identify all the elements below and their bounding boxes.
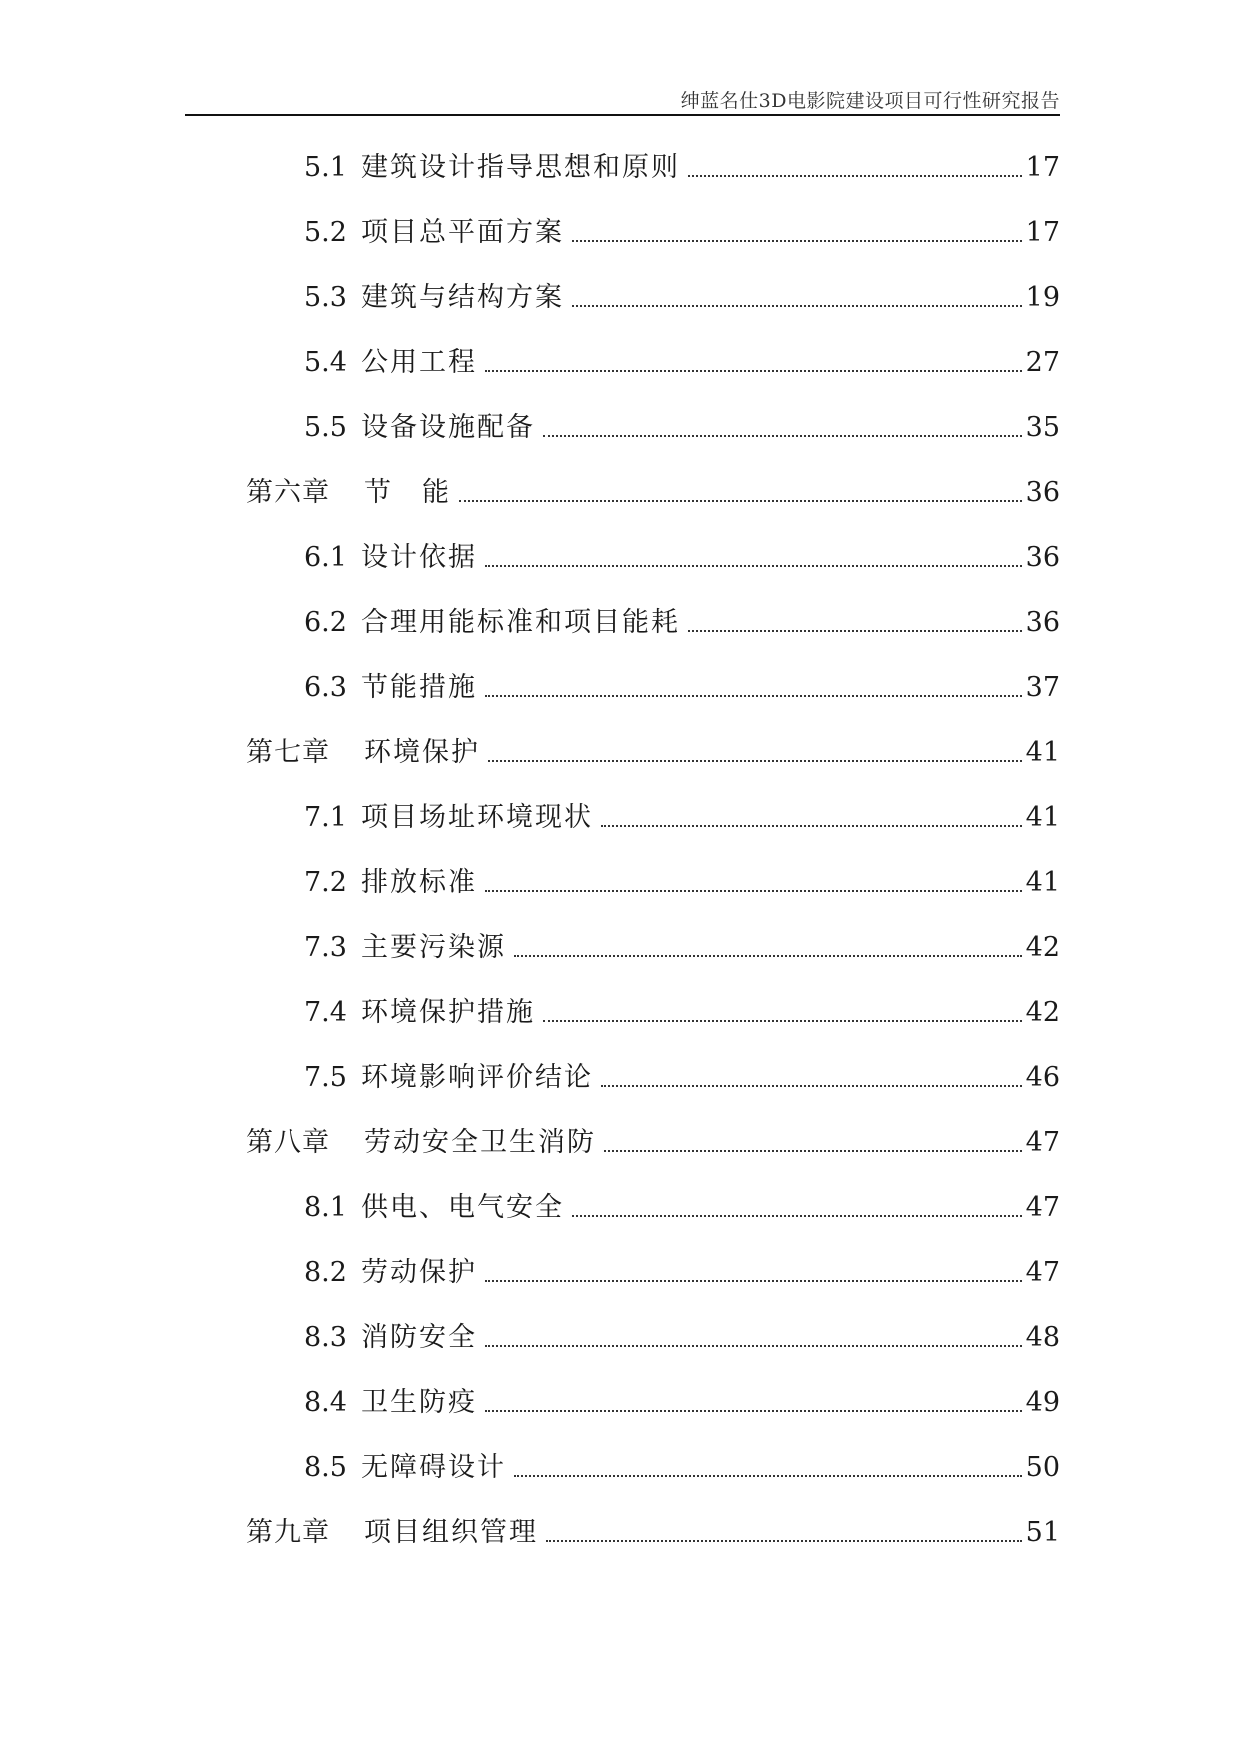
dot-leader [543, 435, 1022, 437]
dot-leader [485, 370, 1022, 372]
toc-entry-page: 17 [1025, 217, 1060, 248]
toc-entry-number: 5.4 [304, 347, 347, 378]
toc-chapter-title: 环境保护 [364, 737, 480, 768]
toc-entry-number: 7.2 [304, 867, 347, 898]
dot-leader [601, 825, 1022, 827]
dot-leader [688, 630, 1022, 632]
toc-entry-page: 27 [1025, 347, 1060, 378]
toc-entry-number: 8.3 [304, 1322, 347, 1353]
dot-leader [546, 1540, 1022, 1542]
toc-entry-page: 19 [1025, 282, 1060, 313]
toc-entry-page: 41 [1025, 802, 1060, 833]
dot-leader [572, 240, 1022, 242]
toc-entry[interactable] [304, 1188, 1060, 1228]
toc-chapter-title: 劳动安全卫生消防 [364, 1127, 596, 1158]
toc-entry[interactable] [304, 213, 1060, 253]
dot-leader [543, 1020, 1022, 1022]
toc-entry[interactable] [304, 863, 1060, 903]
toc-entry-title: 项目总平面方案 [360, 217, 564, 248]
running-header: 绅蓝名仕3D电影院建设项目可行性研究报告 [680, 90, 1060, 112]
toc-entry-number: 5.2 [304, 217, 347, 248]
toc-entry-page: 51 [1025, 1517, 1060, 1548]
toc-entry-page: 50 [1025, 1452, 1060, 1483]
toc-entry-number: 6.2 [304, 607, 347, 638]
toc-entry-page: 47 [1025, 1257, 1060, 1288]
toc-entry[interactable] [304, 1383, 1060, 1423]
dot-leader [485, 565, 1022, 567]
toc-entry[interactable] [304, 993, 1060, 1033]
dot-leader [572, 1215, 1022, 1217]
toc-entry-page: 36 [1025, 477, 1060, 508]
toc-entry[interactable] [304, 538, 1060, 578]
toc-entry-page: 49 [1025, 1387, 1060, 1418]
toc-entry-title: 公用工程 [360, 347, 477, 378]
toc-entry-number: 8.4 [304, 1387, 347, 1418]
toc-entry[interactable] [304, 408, 1060, 448]
toc-entry-page: 46 [1025, 1062, 1060, 1093]
toc-entry-title: 节能措施 [360, 672, 477, 703]
toc-entry-title: 主要污染源 [360, 932, 506, 963]
toc-entry-page: 47 [1025, 1192, 1060, 1223]
toc-entry-title: 建筑与结构方案 [360, 282, 564, 313]
toc-entry-title: 消防安全 [360, 1322, 477, 1353]
dot-leader [485, 1345, 1022, 1347]
toc-entry-page: 37 [1025, 672, 1060, 703]
dot-leader [485, 1280, 1022, 1282]
toc-entry-number: 7.3 [304, 932, 347, 963]
toc-entry-page: 41 [1025, 737, 1060, 768]
dot-leader [485, 890, 1022, 892]
toc-entry[interactable] [304, 1253, 1060, 1293]
toc-entry[interactable] [304, 928, 1060, 968]
toc-entry-number: 7.4 [304, 997, 347, 1028]
toc-entry-number: 5.5 [304, 412, 347, 443]
toc-entry-number: 5.1 [304, 152, 347, 183]
toc-entry-page: 42 [1025, 932, 1060, 963]
toc-entry[interactable] [304, 278, 1060, 318]
toc-chapter-title: 项目组织管理 [364, 1517, 538, 1548]
toc-entry-number: 8.2 [304, 1257, 347, 1288]
toc-entry-number: 6.1 [304, 542, 347, 573]
toc-entry-title: 建筑设计指导思想和原则 [360, 152, 680, 183]
dot-leader [688, 175, 1022, 177]
dot-leader [601, 1085, 1022, 1087]
toc-entry-page: 48 [1025, 1322, 1060, 1353]
toc-chapter-entry[interactable] [246, 733, 1060, 773]
toc-entry[interactable] [304, 1318, 1060, 1358]
toc-entry[interactable] [304, 343, 1060, 383]
toc-entry-page: 41 [1025, 867, 1060, 898]
toc-entry[interactable] [304, 148, 1060, 188]
toc-chapter-number: 第八章 [246, 1127, 330, 1158]
toc-entry-title: 项目场址环境现状 [360, 802, 593, 833]
toc-chapter-entry[interactable] [246, 1513, 1060, 1553]
toc-chapter-number: 第七章 [246, 737, 330, 768]
toc-entry[interactable] [304, 798, 1060, 838]
toc-entry-title: 排放标准 [360, 867, 477, 898]
toc-entry[interactable] [304, 1058, 1060, 1098]
toc-entry-title: 无障碍设计 [360, 1452, 506, 1483]
toc-entry-title: 设备设施配备 [360, 412, 535, 443]
toc-chapter-entry[interactable] [246, 473, 1060, 513]
toc-chapter-number: 第六章 [246, 477, 330, 508]
toc-entry-page: 35 [1025, 412, 1060, 443]
toc-chapter-title: 节 能 [364, 477, 451, 508]
toc-entry-number: 7.5 [304, 1062, 347, 1093]
toc-entry-title: 卫生防疫 [360, 1387, 477, 1418]
dot-leader [488, 760, 1022, 762]
toc-chapter-number: 第九章 [246, 1517, 330, 1548]
toc-entry-title: 环境保护措施 [360, 997, 535, 1028]
dot-leader [485, 695, 1022, 697]
toc-entry-number: 8.1 [304, 1192, 347, 1223]
dot-leader [604, 1150, 1022, 1152]
toc-entry[interactable] [304, 603, 1060, 643]
toc-entry-title: 环境影响评价结论 [360, 1062, 593, 1093]
toc-entry-title: 劳动保护 [360, 1257, 477, 1288]
dot-leader [572, 305, 1022, 307]
toc-entry-page: 47 [1025, 1127, 1060, 1158]
toc-entry-page: 17 [1025, 152, 1060, 183]
toc-entry-number: 6.3 [304, 672, 347, 703]
toc-entry[interactable] [304, 668, 1060, 708]
toc-entry-page: 42 [1025, 997, 1060, 1028]
toc-entry-page: 36 [1025, 607, 1060, 638]
toc-entry-number: 8.5 [304, 1452, 347, 1483]
dot-leader [514, 955, 1022, 957]
toc-entry-title: 合理用能标准和项目能耗 [360, 607, 680, 638]
toc-entry-title: 设计依据 [360, 542, 477, 573]
toc-entry-number: 5.3 [304, 282, 347, 313]
toc-entry-number: 7.1 [304, 802, 347, 833]
header-rule [185, 114, 1060, 116]
dot-leader [459, 500, 1022, 502]
toc-entry[interactable] [304, 1448, 1060, 1488]
toc-entry-page: 36 [1025, 542, 1060, 573]
toc-chapter-entry[interactable] [246, 1123, 1060, 1163]
dot-leader [514, 1475, 1022, 1477]
dot-leader [485, 1410, 1022, 1412]
toc-entry-title: 供电、电气安全 [360, 1192, 564, 1223]
